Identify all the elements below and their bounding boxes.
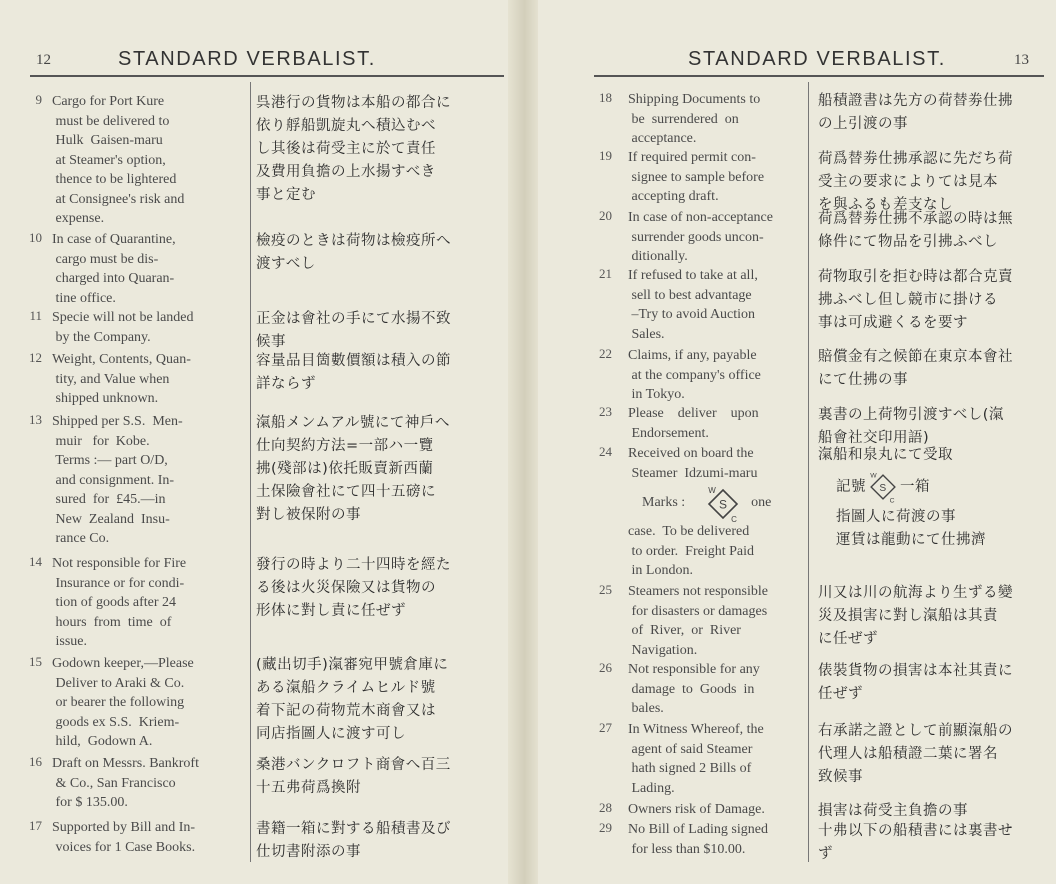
page-number: 12 (36, 52, 51, 68)
jp-mark-letter-top: W (870, 472, 878, 480)
entry-english: Supported by Bill and In- voices for 1 Case Books. (52, 820, 196, 855)
entry-japanese: 損害は荷受主負擔の事 (818, 803, 968, 819)
entry-number: 23 (599, 404, 612, 419)
marks-line (642, 486, 772, 524)
entry-number: 18 (599, 90, 612, 105)
entry-number: 15 (29, 654, 42, 669)
column-divider (808, 82, 809, 862)
entry-number: 29 (599, 820, 612, 835)
page-number: 13 (1014, 52, 1029, 68)
entry-japanese: 呉港行の貨物は本船の都合に 依り艀船凱旋丸へ積込むべ し其後は荷受主に於て責任 及費用負擔の上水揚すべき 事と定む (256, 95, 451, 203)
page-title: STANDARD VERBALIST. (118, 48, 376, 70)
entry-english: No Bill of Lading signed for less than $10.00. (628, 822, 768, 857)
entry-number: 21 (599, 266, 612, 281)
entry-japanese: 容量品目箇數價額は積入の節 詳ならず (256, 353, 451, 392)
entry-japanese: (藏出切手)滊審宛甲號倉庫に ある滊船クライムヒルド號 着下記の荷物荒木商會又は 同店指圖人に渡す可し (256, 657, 449, 742)
right-page (538, 0, 1056, 884)
entry-japanese: 桑港バンクロフト商會へ百三 十五弗荷爲換附 (256, 757, 451, 796)
entry-japanese: 書籍一箱に對する船積書及び 仕切書附添の事 (256, 821, 451, 860)
entry-number: 26 (599, 660, 612, 675)
header-rule (594, 75, 1044, 77)
entry-number: 22 (599, 346, 612, 361)
entry-number: 19 (599, 148, 612, 163)
column-divider (250, 82, 251, 862)
entry-japanese: 十弗以下の船積書には裏書せ ず (818, 823, 1013, 862)
entry-number: 20 (599, 208, 612, 223)
marks-label: Marks : (642, 495, 686, 511)
mark-letter-center: S (719, 497, 728, 512)
entry-japanese: 右承諾之證として前顯滊船の 代理人は船積證二葉に署名 致候事 (818, 723, 1013, 785)
entry-number: 16 (29, 754, 42, 769)
left-page (0, 0, 508, 884)
entry-english: If refused to take at all, sell to best advantage –Try to avoid Auction Sales. (628, 268, 758, 342)
book-gutter (508, 0, 538, 884)
entry-english: Specie will not be landed by the Company. (52, 310, 194, 345)
entry-english: Shipped per S.S. Men- muir for Kobe. Terms :— part O/D, and consignment. In- sured for £45.—in New Zealand Insu- rance Co. (52, 414, 183, 546)
entry-number: 25 (599, 582, 612, 597)
entry-english: Cargo for Port Kure must be delivered to Hulk Gaisen-maru at Steamer's option, thence to be lightered at Consignee's risk and expense. (52, 94, 185, 226)
entry-english: Received on board the Steamer Idzumi-maru (628, 446, 758, 481)
entry-number: 28 (599, 800, 612, 815)
marks-one: one (751, 495, 772, 511)
shipping-mark (703, 486, 743, 524)
entry-japanese: 俵裝貨物の損害は本社其責に 任ぜず (818, 663, 1013, 702)
entry-english-cont: case. To be delivered to order. Freight Paid in London. (628, 524, 754, 578)
entry-english: Godown keeper,—Please Deliver to Araki & Co. or bearer the following goods ex S.S. Kriem- hild, Godown A. (52, 656, 194, 749)
entry-japanese: 滊船メンムアル號にて神戶へ 仕向契約方法=一部ハ一覽 拂(殘部は)依托販賣新西蘭 土保險會社にて四十五磅に 對し被保附の事 (256, 415, 450, 523)
header-rule (30, 75, 504, 77)
jp-shipping-mark (866, 472, 900, 504)
entry-english: Owners risk of Damage. (628, 802, 765, 817)
entry-english: Not responsible for any damage to Goods in bales. (628, 662, 760, 716)
entry-number: 27 (599, 720, 612, 735)
entry-japanese: 裏書の上荷物引渡すべし(滊 船會社交印用語) (818, 407, 1004, 446)
entry-japanese: 荷爲替劵仕拂承認に先だち荷 受主の要求によりては見本 を與ふるも差支なし (818, 151, 1013, 213)
entry-english: In case of non-acceptance surrender goods uncon- ditionally. (628, 210, 773, 264)
entry-english: If required permit con- signee to sample before accepting draft. (628, 150, 765, 204)
entry-japanese: 檢疫のときは荷物は檢疫所へ 渡すべし (256, 233, 451, 272)
mark-letter-bottom: C (731, 515, 738, 524)
entry-english: Not responsible for Fire Insurance or for condi- tion of goods after 24 hours from time of issue. (52, 556, 187, 649)
entry-number: 11 (29, 308, 42, 323)
entry-japanese: 正金は會社の手にて水揚不致 候事 (256, 311, 451, 350)
entry-english: Draft on Messrs. Bankroft & Co., San Francisco for $ 135.00. (52, 756, 199, 810)
entry-number: 9 (35, 92, 42, 107)
entry-japanese: 發行の時より二十四時を經た る後は火災保險又は貨物の 形体に對し責に任ぜず (256, 557, 451, 619)
jp-mark-pre: 記號 (836, 479, 866, 495)
entry-number: 13 (29, 412, 42, 427)
entry-japanese: 船積證書は先方の荷替劵仕拂 の上引渡の事 (818, 93, 1013, 132)
entry-english: In Witness Whereof, the agent of said Steamer hath signed 2 Bills of Lading. (628, 722, 764, 796)
entry-japanese: 川又は川の航海より生ずる變 災及損害に對し滊船は其責 に任ぜず (818, 585, 1013, 647)
mark-letter-top: W (708, 486, 716, 495)
entry-japanese: 荷物取引を拒む時は都合克賣 拂ふべし但し競市に掛ける 事は可成避くるを要す (818, 269, 1013, 331)
jp-mark-post: 一箱 (900, 479, 930, 495)
entry-japanese: 賠償金有之候節在東京本會社 にて仕拂の事 (818, 349, 1013, 388)
entry-number: 12 (29, 350, 42, 365)
entry-english: Shipping Documents to be surrendered on acceptance. (628, 92, 761, 146)
entry-english: Weight, Contents, Quan- tity, and Value when shipped unknown. (52, 352, 191, 406)
entry-japanese: 荷爲替劵仕拂不承認の時は無 條件にて物品を引拂ふべし (818, 211, 1013, 250)
entry-japanese-cont: 指圖人に荷渡の事 運賃は龍動にて仕拂濟 (836, 509, 986, 548)
entry-number: 24 (599, 444, 612, 459)
jp-marks-line (836, 472, 930, 504)
entry-japanese: 滊船和泉丸にて受取 (818, 447, 953, 463)
jp-mark-letter-bottom: C (889, 497, 896, 504)
jp-mark-letter-center: S (879, 482, 887, 494)
jp-shipping-mark-diamond-icon (866, 470, 900, 504)
entry-number: 14 (29, 554, 42, 569)
entry-english: Please deliver upon Endorsement. (628, 406, 759, 441)
entry-number: 17 (29, 818, 42, 833)
entry-number: 10 (29, 230, 42, 245)
entry-english: Steamers not responsible for disasters or damages of River, or River Navigation. (628, 584, 768, 658)
entry-english: In case of Quarantine, cargo must be dis- charged into Quaran- tine office. (52, 232, 176, 306)
page-title: STANDARD VERBALIST. (688, 48, 946, 70)
entry-english: Claims, if any, payable at the company's office in Tokyo. (628, 348, 761, 402)
shipping-mark-diamond-icon (703, 484, 743, 524)
